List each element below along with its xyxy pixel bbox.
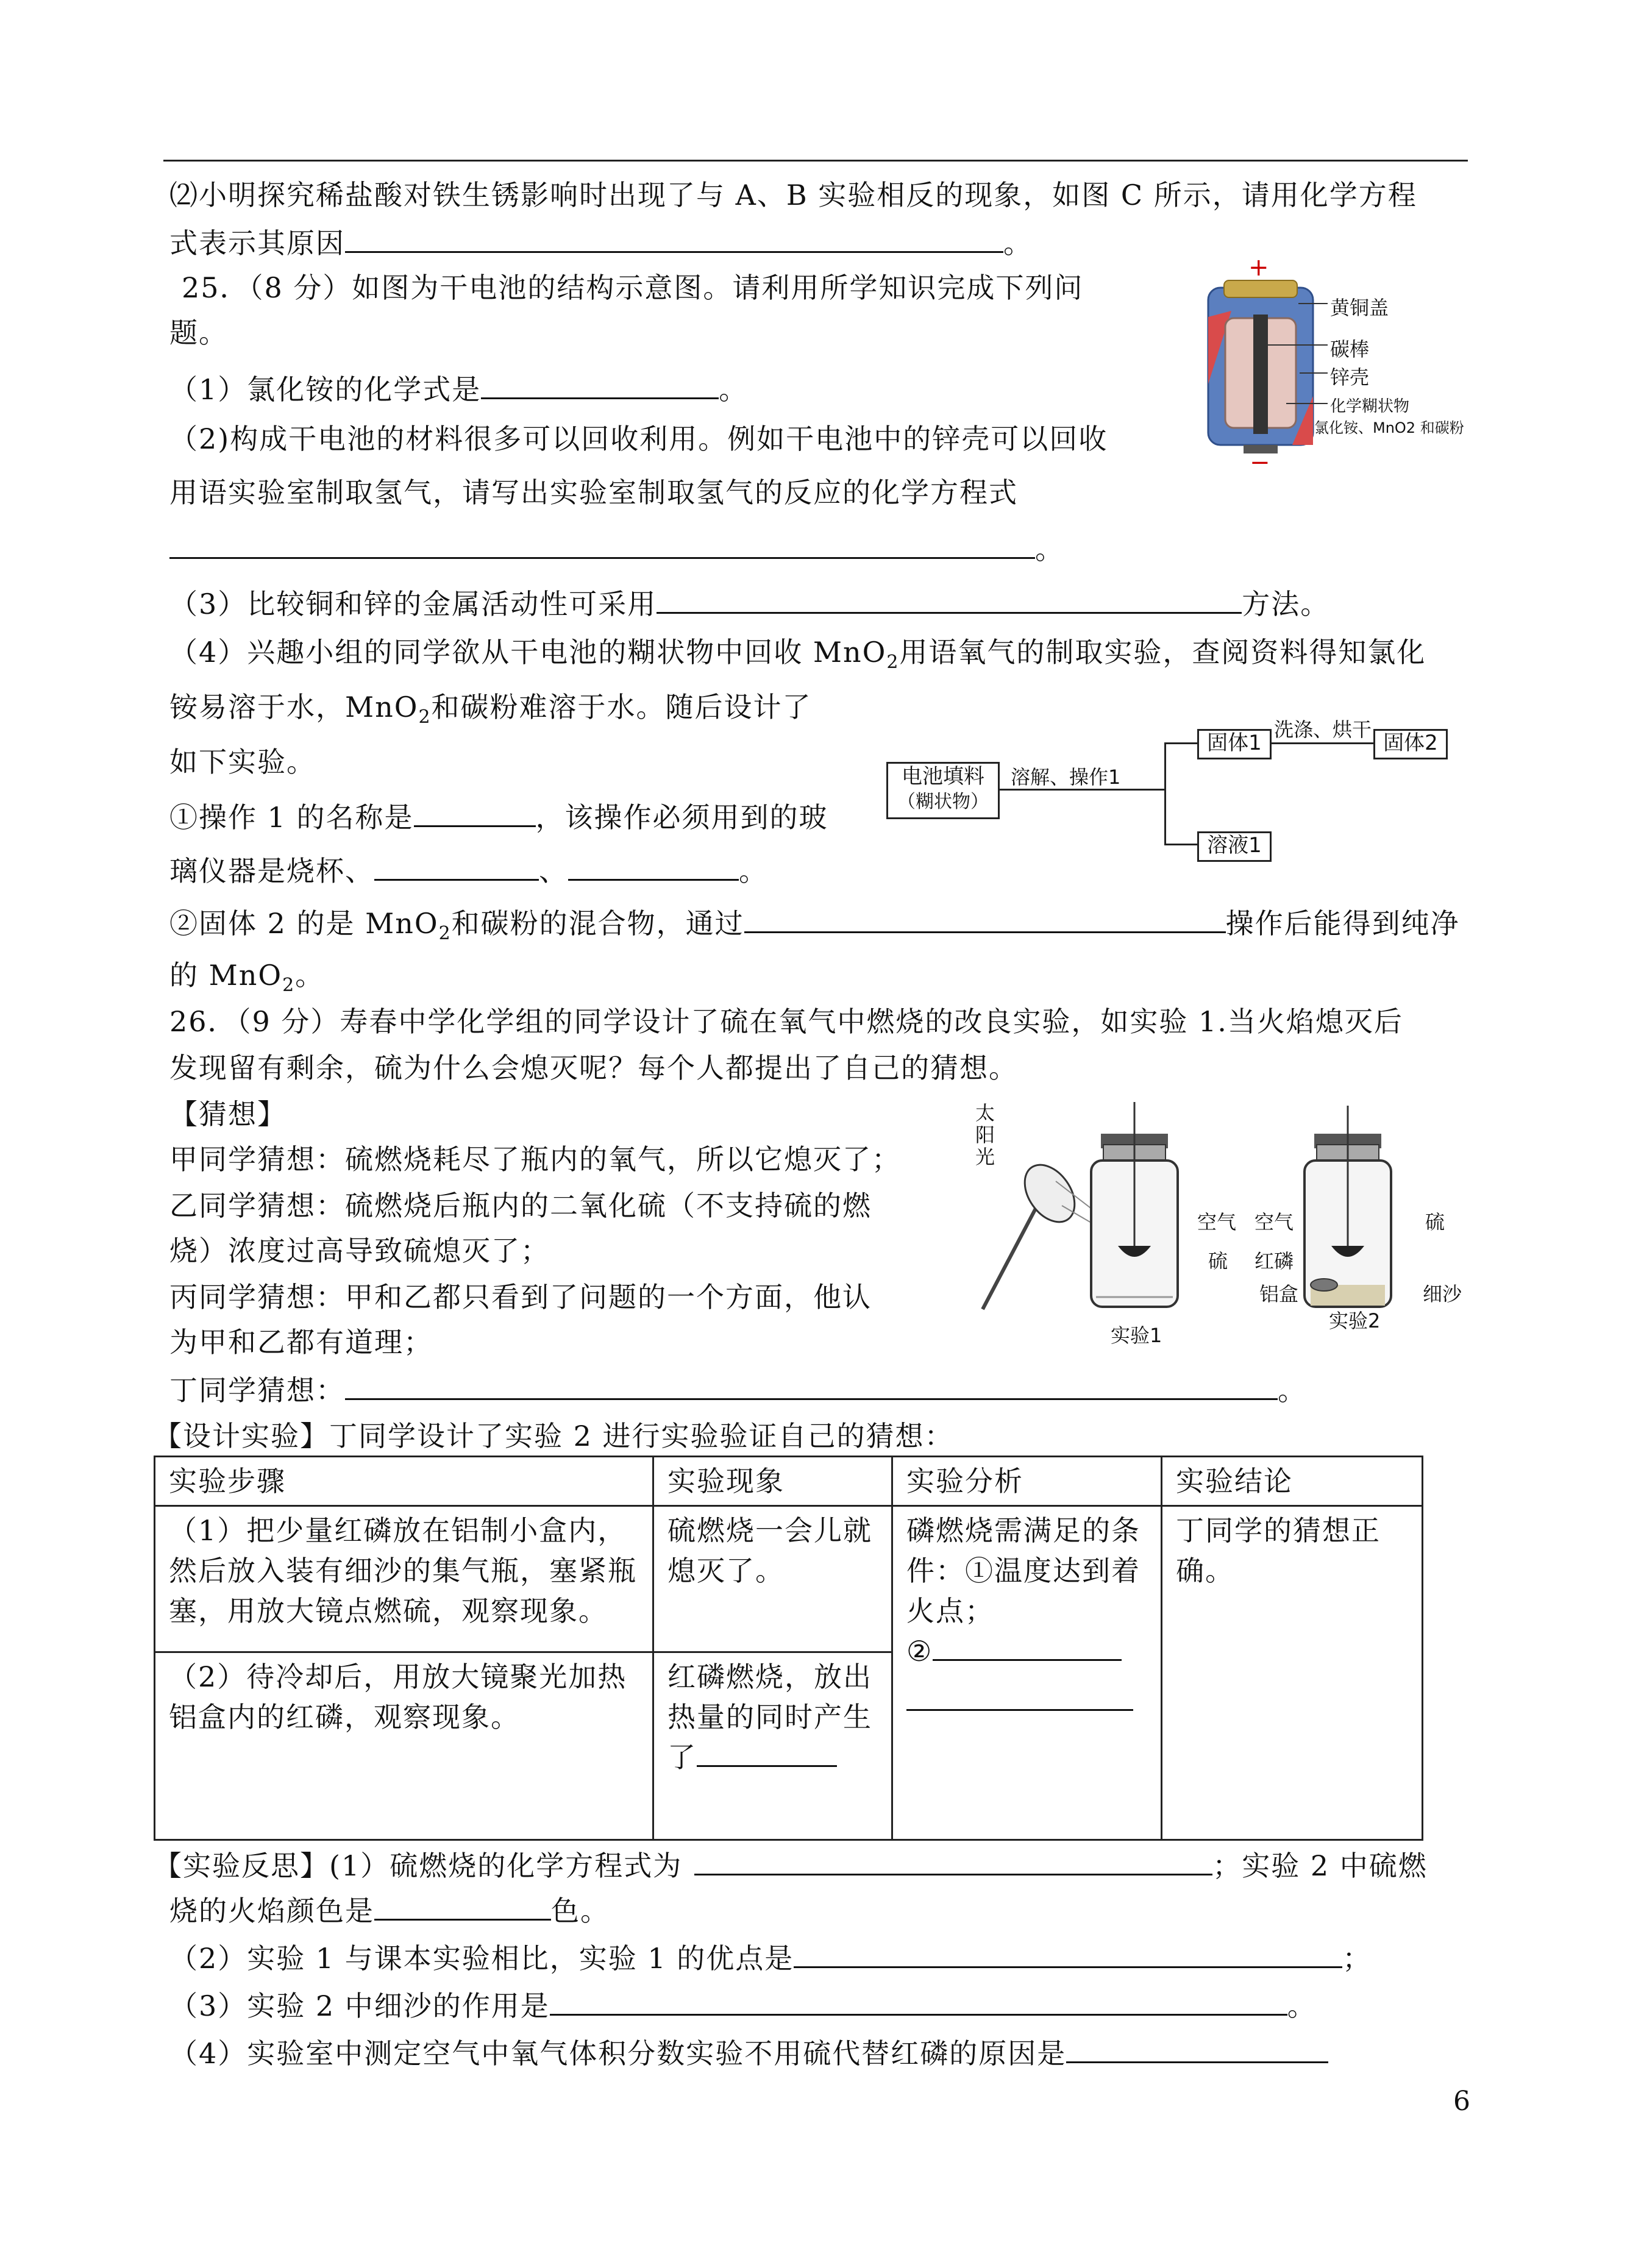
q26-guess4-blank[interactable] xyxy=(345,1371,1278,1400)
q25-equation-blank[interactable] xyxy=(169,530,1035,559)
analysis-text2: ② xyxy=(906,1631,1147,1671)
separation-flowchart xyxy=(878,718,1463,858)
q25-intro2: 题。 xyxy=(169,316,228,349)
q26-guess4: 丁同学猜想： 。 xyxy=(169,1371,1307,1409)
battery-minus: − xyxy=(1250,449,1270,477)
q25-part4b: 铵易溶于水，MnO$_2$和碳粉难溶于水。随后设计了 xyxy=(169,691,812,728)
fig2-sulfur-label: 硫 xyxy=(1425,1210,1445,1234)
fig2-redp-label: 红磷 xyxy=(1255,1250,1294,1273)
battery-plus: + xyxy=(1248,254,1269,282)
q26-design: 【设计实验】丁同学设计了实验 2 进行实验验证自己的猜想： xyxy=(154,1420,954,1452)
reflect1: 【实验反思】(1）硫燃烧的化学方程式为 ；实验 2 中硫燃 xyxy=(154,1847,1428,1884)
fig2-caption: 实验2 xyxy=(1329,1309,1381,1332)
fig1-caption: 实验1 xyxy=(1111,1324,1162,1347)
q25-op-name-blank[interactable] xyxy=(414,798,536,827)
reflect2-blank[interactable] xyxy=(794,1939,1342,1968)
q25-glass-blank-2[interactable] xyxy=(568,852,739,881)
q25-part2b: 用语实验室制取氢气，请写出实验室制取氢气的反应的化学方程式 xyxy=(169,476,1018,509)
reflect2: （2）实验 1 与课本实验相比，实验 1 的优点是 ； xyxy=(169,1939,1372,1977)
battery-diagram xyxy=(1195,254,1469,477)
analysis-text1: 磷燃烧需满足的条件：①温度达到着火点； xyxy=(906,1514,1141,1627)
row2-phenomenon-cell xyxy=(653,1652,892,1840)
flow-line-wash xyxy=(1270,742,1373,744)
flow-start-line2: （糊状物） xyxy=(897,791,989,812)
row1-phenomenon: 硫燃烧一会儿就熄灭了。 xyxy=(653,1506,892,1652)
fig1-air-label: 空气 xyxy=(1197,1210,1237,1234)
flow-op1-label: 溶解、操作1 xyxy=(1011,766,1121,789)
flow-start-box xyxy=(886,762,1000,819)
experiment1-drawing xyxy=(983,1102,1178,1309)
row2-phenomenon-blank[interactable] xyxy=(697,1738,837,1767)
reflect4: （4）实验室中测定空气中氧气体积分数实验不用硫代替红磷的原因是 xyxy=(169,2035,1328,2072)
fig2-sand-label: 细沙 xyxy=(1423,1282,1462,1306)
q26-guess-head: 【猜想】 xyxy=(169,1098,286,1131)
q25-part2a: （2)构成干电池的材料很多可以回收利用。例如干电池中的锌壳可以回收 xyxy=(169,422,1108,455)
q26-guess3a: 丙同学猜想：甲和乙都只看到了问题的一个方面，他认 xyxy=(169,1281,872,1314)
q24-answer-blank[interactable] xyxy=(345,224,1003,253)
reflect4-blank[interactable] xyxy=(1066,2035,1328,2063)
q25-step1a: ①操作 1 的名称是 ，该操作必须用到的玻 xyxy=(169,798,828,836)
reflect1-color-blank[interactable] xyxy=(374,1892,551,1921)
q25-step2b: 的 MnO$_2$。 xyxy=(169,959,325,997)
table-header-steps: 实验步骤 xyxy=(155,1457,653,1506)
q26-guess1: 甲同学猜想：硫燃烧耗尽了瓶内的氧气，所以它熄灭了； xyxy=(169,1143,901,1176)
fig2-air-label: 空气 xyxy=(1255,1210,1294,1234)
table-header-analysis: 实验分析 xyxy=(892,1457,1162,1506)
header-rule xyxy=(163,160,1468,162)
table-header-conclusion: 实验结论 xyxy=(1162,1457,1423,1506)
analysis-cell xyxy=(892,1506,1162,1840)
table-header-phenomenon: 实验现象 xyxy=(653,1457,892,1506)
page-number: 6 xyxy=(1453,2086,1470,2117)
q25-part2c: 。 xyxy=(169,530,1064,567)
q24-line1: ⑵小明探究稀盐酸对铁生锈影响时出现了与 A、B 实验相反的现象，如图 C 所示，请用化学方程 xyxy=(169,179,1417,212)
flow-wash-label: 洗涤、烘干 xyxy=(1274,718,1372,741)
q25-method-blank[interactable] xyxy=(657,585,1242,614)
fig1-sulfur-label: 硫 xyxy=(1208,1250,1228,1273)
battery-label-paste1: 化学糊状物 xyxy=(1330,397,1410,416)
conclusion-cell: 丁同学的猜想正确。 xyxy=(1162,1506,1423,1840)
flow-solid1-box: 固体1 xyxy=(1197,729,1272,759)
q25-step1b: 璃仪器是烧杯、 、 。 xyxy=(169,852,768,889)
q26-intro2: 发现留有剩余，硫为什么会熄灭呢？每个人都提出了自己的猜想。 xyxy=(169,1051,1018,1084)
analysis-blank-1[interactable] xyxy=(933,1632,1122,1661)
row2-phenomenon: 红磷燃烧，放出热量的同时产生了 xyxy=(667,1660,872,1774)
flow-line-to-solution1 xyxy=(1164,844,1197,845)
analysis-blank-2[interactable] xyxy=(906,1682,1133,1711)
row2-step: （2）待冷却后，用放大镜聚光加热铝盒内的红磷，观察现象。 xyxy=(155,1652,653,1840)
reflect3: （3）实验 2 中细沙的作用是 。 xyxy=(169,1987,1317,2024)
q25-part4a: （4）兴趣小组的同学欲从干电池的糊状物中回收 MnO$_2$用语氧气的制取实验，查阅资料得知氯化 xyxy=(169,636,1426,674)
q25-part3: （3）比较铜和锌的金属活动性可采用 方法。 xyxy=(169,585,1329,622)
flow-solid2-box: 固体2 xyxy=(1373,729,1448,759)
flow-solution1-box: 溶液1 xyxy=(1197,831,1272,862)
q25-part4c: 如下实验。 xyxy=(169,745,316,778)
experiment-figures xyxy=(970,1102,1476,1346)
q26-guess2a: 乙同学猜想：硫燃烧后瓶内的二氧化硫（不支持硫的燃 xyxy=(169,1189,872,1222)
q25-formula-blank[interactable] xyxy=(481,371,719,399)
table-header-row xyxy=(155,1457,1423,1506)
q26-guess3b: 为甲和乙都有道理； xyxy=(169,1326,433,1359)
battery-label-rod: 碳棒 xyxy=(1330,338,1370,361)
row1-step: （1）把少量红磷放在铝制小盒内，然后放入装有细沙的集气瓶，塞紧瓶塞，用放大镜点燃硫，观察现象。 xyxy=(155,1506,653,1652)
q25-step2a: ②固体 2 的是 MnO$_2$和碳粉的混合物，通过 操作后能得到纯净 xyxy=(169,905,1460,952)
flow-start-line1: 电池填料 xyxy=(902,764,984,789)
q26-intro1: 26．（9 分）寿春中学化学组的同学设计了硫在氧气中燃烧的改良实验，如实验 1.当火焰熄灭后 xyxy=(169,1005,1403,1038)
flow-line-to-solid1 xyxy=(1164,742,1197,744)
fig1-sun-label: 太阳光 xyxy=(975,1101,995,1168)
reflect1b: 烧的火焰颜色是 色。 xyxy=(169,1892,610,1929)
table-row xyxy=(155,1506,1423,1652)
experiment-table xyxy=(154,1456,1423,1841)
q25-purify-blank[interactable] xyxy=(744,905,1226,933)
reflect3-blank[interactable] xyxy=(550,1987,1287,2016)
flow-line-vertical xyxy=(1164,742,1166,845)
fig2-albox-label: 铝盒 xyxy=(1259,1282,1299,1306)
battery-label-shell: 锌壳 xyxy=(1330,366,1370,389)
experiment2-drawing xyxy=(1304,1106,1391,1307)
q25-intro1: 25．（8 分）如图为干电池的结构示意图。请利用所学知识完成下列问 xyxy=(182,271,1084,304)
q24-line2: 式表示其原因 。 xyxy=(169,224,1033,261)
q26-guess2b: 烧）浓度过高导致硫熄灭了； xyxy=(169,1234,550,1267)
reflect1-equation-blank[interactable] xyxy=(694,1847,1212,1875)
battery-label-cap: 黄铜盖 xyxy=(1330,296,1389,319)
battery-label-paste2: 氯化铵、MnO2 和碳粉 xyxy=(1314,419,1464,436)
q25-glass-blank-1[interactable] xyxy=(374,852,539,881)
q25-part1: （1）氯化铵的化学式是 。 xyxy=(169,371,748,408)
